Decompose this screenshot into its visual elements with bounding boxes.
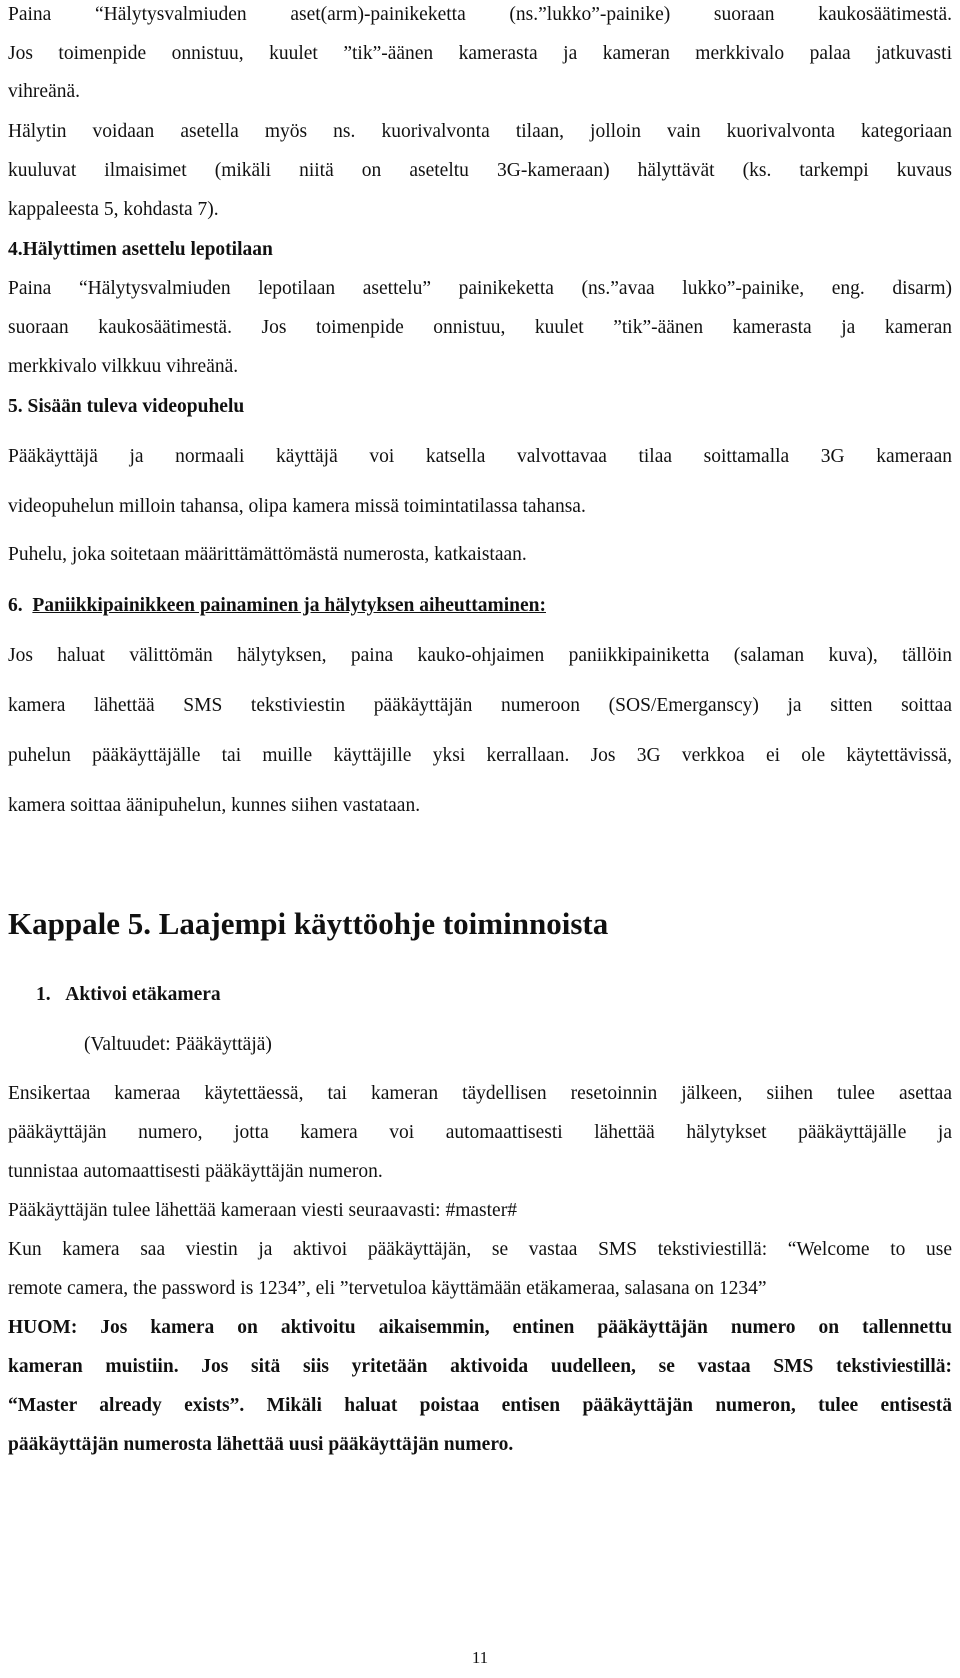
note-line: “Master already exists”. Mikäli haluat poistaa entisen pääkäyttäjän numeron, tulee entisestä [8, 1395, 952, 1416]
note-line: kameran muistiin. Jos sitä siis yritetään aktivoida uudelleen, se vastaa SMS tekstiviestillä: [8, 1356, 952, 1377]
note-line: pääkäyttäjän numerosta lähettää uusi pääkäyttäjän numero. [8, 1434, 514, 1455]
permissions-note: (Valtuudet: Pääkäyttäjä) [84, 1034, 272, 1055]
paragraph-line: puhelun pääkäyttäjälle tai muille käyttäjille yksi kerrallaan. Jos 3G verkkoa ei ole käytettävissä, [8, 745, 952, 766]
paragraph-line: videopuhelun milloin tahansa, olipa kamera missä toimintatilassa tahansa. [8, 496, 586, 517]
paragraph-line: tunnistaa automaattisesti pääkäyttäjän numeron. [8, 1161, 383, 1182]
paragraph-line: Jos toimenpide onnistuu, kuulet ”tik”-äänen kamerasta ja kameran merkkivalo palaa jatkuvasti [8, 43, 952, 64]
paragraph-line: Pääkäyttäjän tulee lähettää kameraan viesti seuraavasti: #master# [8, 1200, 517, 1221]
chapter-title: Kappale 5. Laajempi käyttöohje toiminnoista [8, 906, 609, 941]
item-heading [36, 982, 221, 1008]
paragraph-line: Paina “Hälytysvalmiuden aset(arm)-painikeketta (ns.”lukko”-painike) suoraan kaukosäätimestä. [8, 4, 952, 25]
paragraph-line: suoraan kaukosäätimestä. Jos toimenpide onnistuu, kuulet ”tik”-äänen kamerasta ja kameran [8, 317, 952, 338]
section-heading: 4.Hälyttimen asettelu lepotilaan [8, 239, 273, 260]
section-number: 6. [8, 595, 23, 616]
page-number: 11 [471, 1648, 489, 1667]
paragraph-line: Pääkäyttäjä ja normaali käyttäjä voi katsella valvottavaa tilaa soittamalla 3G kameraan [8, 446, 952, 467]
paragraph-line: Jos haluat välittömän hälytyksen, paina kauko-ohjaimen paniikkipainiketta (salaman kuva), tällöin [8, 645, 952, 666]
section-heading: 5. Sisään tuleva videopuhelu [8, 396, 245, 417]
paragraph-line: remote camera, the password is 1234”, eli ”tervetuloa käyttämään etäkameraa, salasana on 1234” [8, 1278, 767, 1299]
paragraph-line: pääkäyttäjän numero, jotta kamera voi automaattisesti lähettää hälytykset pääkäyttäjälle ja [8, 1122, 952, 1143]
paragraph-line: Kun kamera saa viestin ja aktivoi pääkäyttäjän, se vastaa SMS tekstiviestillä: “Welcome to use [8, 1239, 952, 1260]
paragraph-line: kamera lähettää SMS tekstiviestin pääkäyttäjän numeroon (SOS/Emerganscy) ja sitten soittaa [8, 695, 952, 716]
section-title: Paniikkipainikkeen painaminen ja hälytyksen aiheuttaminen: [32, 595, 546, 616]
paragraph-line: Paina “Hälytysvalmiuden lepotilaan asettelu” painikeketta (ns.”avaa lukko”-painike, eng. disarm) [8, 278, 952, 299]
item-title: Aktivoi etäkamera [65, 984, 221, 1005]
paragraph-line: kuuluvat ilmaisimet (mikäli niitä on aseteltu 3G-kameraan) hälyttävät (ks. tarkempi kuvaus [8, 160, 952, 181]
paragraph-line: Ensikertaa kameraa käytettäessä, tai kameran täydellisen resetoinnin jälkeen, siihen tulee asettaa [8, 1083, 952, 1104]
item-number: 1. [36, 984, 51, 1005]
paragraph-line: Hälytin voidaan asetella myös ns. kuorivalvonta tilaan, jolloin vain kuorivalvonta kategoriaan [8, 121, 952, 142]
section-heading [8, 593, 546, 619]
paragraph-line: kamera soittaa äänipuhelun, kunnes siihen vastataan. [8, 795, 421, 816]
note-line: HUOM: Jos kamera on aktivoitu aikaisemmin, entinen pääkäyttäjän numero on tallennettu [8, 1317, 952, 1338]
paragraph-line: vihreänä. [8, 81, 81, 102]
paragraph-line: Puhelu, joka soitetaan määrittämättömästä numerosta, katkaistaan. [8, 544, 527, 565]
paragraph-line: kappaleesta 5, kohdasta 7). [8, 199, 219, 220]
paragraph-line: merkkivalo vilkkuu vihreänä. [8, 356, 239, 377]
